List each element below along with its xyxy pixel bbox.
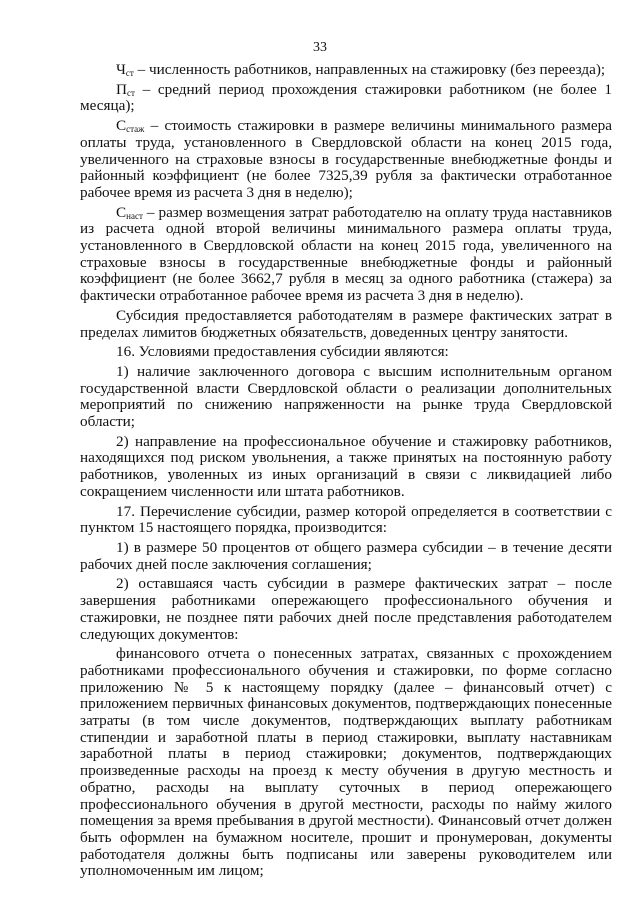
symbol: Ч — [116, 61, 126, 78]
list-item: 2) направление на профессиональное обучение и стажировку работников, находящихся под риском увольнения, а также принятых на постоянную работу работников, уволенных из иных организаций в связи с ликвидацией либо сокращением численности или штата работников. — [80, 432, 612, 500]
symbol-subscript: стаж — [126, 124, 145, 135]
symbol: П — [116, 80, 127, 98]
definition-text: – численность работников, направленных на стажировку (без переезда); — [133, 61, 606, 78]
definition-item — [80, 205, 612, 305]
symbol: С — [116, 203, 127, 221]
symbol-subscript: ст — [125, 68, 134, 78]
definition-text: – средний период прохождения стажировки работником (не более 1 месяца); — [80, 80, 612, 115]
definition-text: – размер возмещения затрат работодателю на оплату труда наставников из расчета одной второй величины минимального размера оплаты труда, установленного в Свердловской области на конец 2015 года, увеличенного на страховые взносы в государственные внебюджетные фонды и районный коэффициент (не более 3662,7 рубля в месяц за одного работника (стажера) за фактически отработанное рабочее время из расчета 3 дня в неделю). — [80, 203, 612, 305]
page-number: 33 — [313, 40, 327, 55]
list-item: 2) оставшаяся часть субсидии в размере фактических затрат – после завершения работниками опережающего профессионального обучения и стажировки, не позднее пяти рабочих дней после представления работодателем следующих документов: — [80, 575, 612, 643]
definition-item — [80, 118, 612, 202]
paragraph: финансового отчета о понесенных затратах, связанных с прохождением работниками профессионального обучения и стажировки, по форме согласно приложению № 5 к настоящему порядку (далее – финансовый отчет) с приложением первичных финансовых документов, подтверждающих понесенные затраты (в том числе документов, подтверждающих выплату работникам стипендии и заработной платы в период стажировки, выплату наставникам заработной платы в период стажировки; документов, подтверждающих произведенные расходы на проезд к месту обучения в другую местность и обратно, расходы на выплату суточных в период опережающего профессионального обучения в другой местности, расходы по найму жилого помещения за время пребывания в другой местности). Финансовый отчет должен быть оформлен на бумажном носителе, прошит и пронумерован, документы работодателя должны быть подписаны или заверены руководителем или уполномоченным им лицом; — [80, 645, 612, 880]
definition-item — [80, 82, 612, 115]
definition-item — [80, 62, 612, 79]
definition-text: – стоимость стажировки в размере величины минимального размера оплаты труда, установленного в Свердловской области на конец 2015 года, увеличенного на страховые взносы в государственные внебюджетные фонды и районный коэффициент (не более 7325,39 рубля за фактически отработанное рабочее время из расчета 3 дня в неделю); — [80, 117, 612, 201]
document-body — [80, 62, 612, 880]
paragraph: 17. Перечисление субсидии, размер которой определяется в соответствии с пунктом 15 настоящего порядка, производится: — [80, 502, 612, 537]
paragraph: Субсидия предоставляется работодателям в размере фактических затрат в пределах лимитов бюджетных обязательств, доведенных центру занятости. — [80, 306, 612, 341]
section-heading: 16. Условиями предоставления субсидии являются: — [116, 343, 449, 361]
list-item: 1) наличие заключенного договора с высшим исполнительным органом государственной власти Свердловской области о реализации дополнительных мероприятий по снижению напряженности на рынке труда Свердловской области; — [80, 362, 612, 431]
symbol-subscript: наст — [126, 210, 143, 221]
list-item: 1) в размере 50 процентов от общего размера субсидии – в течение десяти рабочих дней после заключения соглашения; — [80, 538, 612, 573]
symbol: С — [116, 117, 127, 135]
symbol-subscript: ст — [126, 87, 135, 98]
